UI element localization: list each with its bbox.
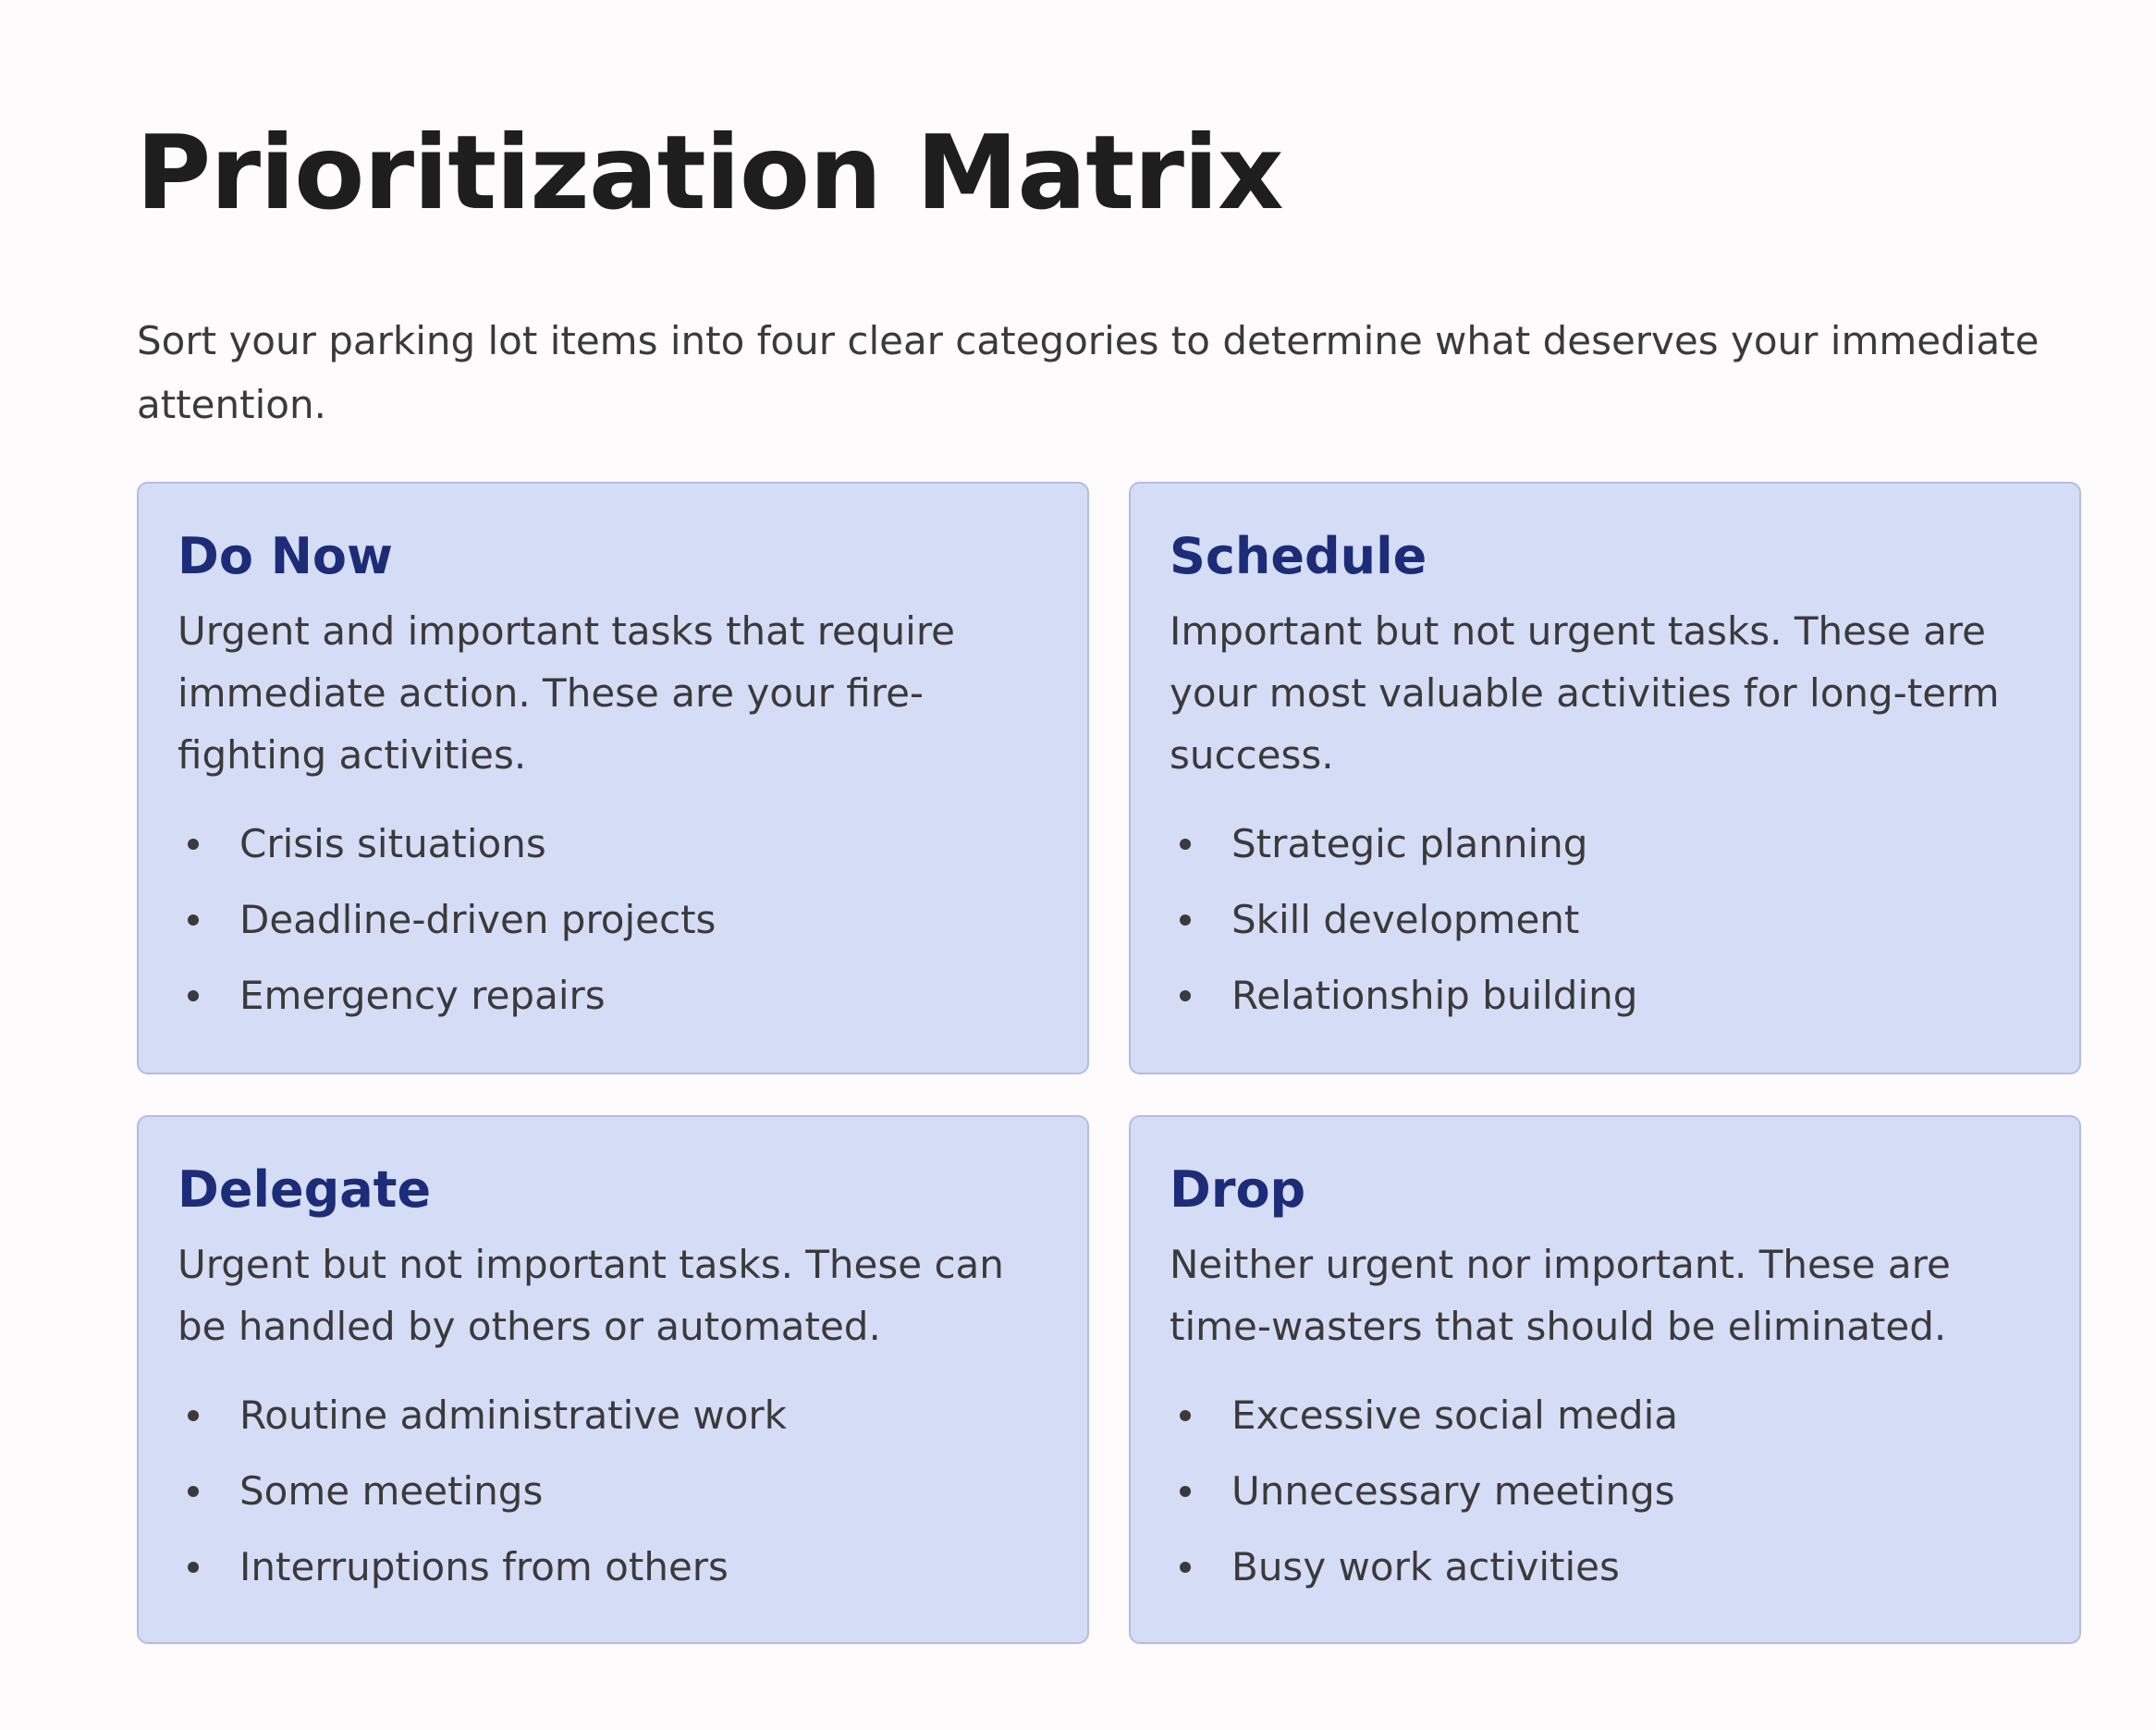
quadrant-description: Urgent but not important tasks. These can be handled by others or automated. (178, 1242, 1004, 1349)
page-title: Prioritization Matrix (136, 114, 1283, 233)
quadrant-description: Neither urgent nor important. These are time-wasters that should be eliminated. (1170, 1242, 1951, 1349)
list-item-label: Deadline-driven projects (239, 897, 717, 942)
bullet-icon (188, 990, 199, 1001)
quadrant-item-list (1170, 1378, 2040, 1605)
list-item (178, 882, 1048, 958)
list-item (178, 958, 1048, 1034)
bullet-icon (1180, 1410, 1191, 1421)
list-item (178, 806, 1048, 882)
bullet-icon (188, 914, 199, 926)
list-item-label: Excessive social media (1231, 1393, 1678, 1438)
quadrant-description: Urgent and important tasks that require immediate action. These are your fire-fighting activities. (178, 608, 956, 778)
list-item (178, 1454, 1048, 1529)
bullet-icon (1180, 839, 1191, 850)
quadrant-item-list (178, 1378, 1048, 1605)
quadrant-item-list (1170, 806, 2040, 1034)
list-item (1170, 1529, 2040, 1605)
page-intro: Sort your parking lot items into four clear categories to determine what deserves your immediate attention. (137, 318, 2040, 427)
quadrant-title: Schedule (1170, 527, 1427, 585)
list-item (1170, 882, 2040, 958)
list-item-label: Unnecessary meetings (1231, 1468, 1675, 1514)
quadrant-title: Delegate (178, 1160, 432, 1219)
bullet-icon (1180, 1562, 1191, 1573)
quadrant-do-now (137, 482, 1089, 1074)
list-item-label: Interruptions from others (239, 1544, 729, 1589)
list-item (178, 1378, 1048, 1454)
list-item-label: Routine administrative work (239, 1393, 787, 1438)
prioritization-matrix (137, 482, 2081, 1644)
list-item (1170, 1378, 2040, 1454)
list-item (1170, 806, 2040, 882)
quadrant-schedule (1129, 482, 2081, 1074)
bullet-icon (1180, 914, 1191, 926)
list-item (1170, 1454, 2040, 1529)
quadrant-drop (1129, 1115, 2081, 1644)
list-item-label: Busy work activities (1231, 1544, 1620, 1589)
list-item-label: Skill development (1231, 897, 1580, 942)
bullet-icon (188, 839, 199, 850)
quadrant-item-list (178, 806, 1048, 1034)
quadrant-delegate (137, 1115, 1089, 1644)
bullet-icon (1180, 1486, 1191, 1497)
list-item (1170, 958, 2040, 1034)
bullet-icon (188, 1410, 199, 1421)
list-item-label: Some meetings (239, 1468, 544, 1514)
quadrant-description: Important but not urgent tasks. These are your most valuable activities for long-term success. (1170, 608, 2000, 778)
bullet-icon (188, 1562, 199, 1573)
list-item-label: Relationship building (1231, 973, 1638, 1018)
list-item-label: Crisis situations (239, 821, 546, 866)
list-item-label: Emergency repairs (239, 973, 606, 1018)
list-item-label: Strategic planning (1231, 821, 1588, 866)
bullet-icon (188, 1486, 199, 1497)
bullet-icon (1180, 990, 1191, 1001)
quadrant-title: Do Now (178, 527, 393, 585)
quadrant-title: Drop (1170, 1160, 1306, 1219)
list-item (178, 1529, 1048, 1605)
